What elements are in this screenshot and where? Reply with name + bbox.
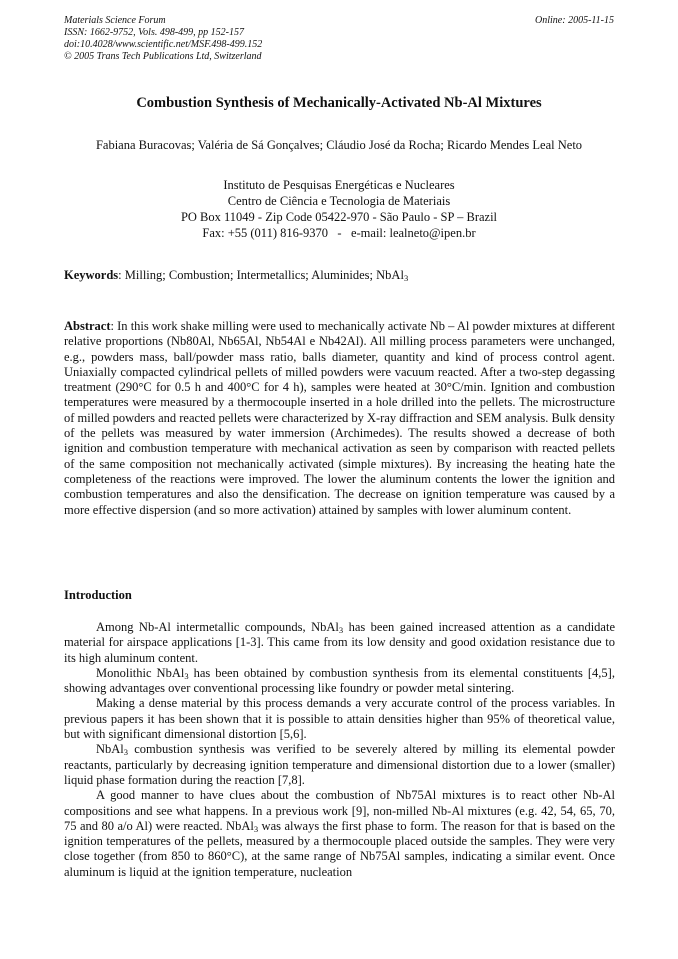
journal-name: Materials Science Forum [64, 15, 166, 26]
affiliation-line: Centro de Ciência e Tecnologia de Materiais [227, 194, 451, 208]
paragraph [64, 788, 615, 880]
abstract-label: Abstract [64, 319, 111, 333]
abstract-text: : In this work shake milling were used to mechanically activate Nb – Al powder mixtures at different relative proportions (Nb80Al, Nb65Al, Nb54Al e Nb42Al). All milling process parameters were unchanged, e.g., powders mass, ball/powder mass ratio, balls diameter, quantity and kind of process control agent. Uniaxially compacted cylindrical pellets of milled powders were vacuum reacted. After a two-step degassing treatment (290°C for 0.5 h and 400°C for 4 h), samples were heated at 30°C/min. Ignition and combustion temperatures were measured by a thermocouple inserted in a hole drilled into the pellets. The microstructure of milled powders and reacted pellets were characterized by X-ray diffraction and SEM analysis. Bulk density of the pellets was measured by water immersion (Archimedes). The results showed a decrease of both ignition and combustion temperature with mechanical activation as seen by comparison with reacted pellets of the same composition not mechanically activated (simple mixtures). By increasing the heating hate the completeness of the reactions were improved. The lower the aluminum contents the lower the ignition and combustion temperatures and also the densification. The decrease on ignition temperature was caused by a more effective dispersion (and so more activation) attained by samples with lower aluminum content. [64, 319, 615, 517]
subscript: 3 [123, 747, 129, 758]
introduction-body [64, 620, 615, 880]
affiliation-line: PO Box 11049 - Zip Code 05422-970 - São Paulo - SP – Brazil [180, 210, 498, 224]
subscript: 3 [253, 823, 259, 834]
paragraph [64, 742, 615, 788]
keywords-subscript: 3 [403, 273, 409, 283]
online-date: Online: 2005-11-15 [535, 15, 614, 26]
abstract-paragraph [64, 319, 615, 518]
text-run: was always the first phase to form. The reason for that is based on the ignition temperatures of the pellets, measured by a thermocouple placed outside the samples. They were very close together (from 850 to 860°C), at the same range of Nb75Al samples, indicating a similar event. Once aluminum is liquid at the ignition temperature, nucleation [64, 818, 615, 879]
keywords-text: : Milling; Combustion; Intermetallics; Aluminides; NbAl [118, 268, 404, 282]
subscript: 3 [338, 625, 344, 635]
affiliation-line: Instituto de Pesquisas Energéticas e Nucleares [223, 178, 455, 192]
text-run: Among Nb-Al intermetallic compounds, NbAl [96, 620, 339, 634]
text-run: combustion synthesis was verified to be severely altered by milling its elemental powder reactants, particularly by decreasing ignition temperature and dimensional distortion due to a lower (smaller) liquid phase formation during the reaction [7,8]. [64, 742, 615, 787]
issn-line: ISSN: 1662-9752, Vols. 498-499, pp 152-157 [64, 27, 244, 38]
keywords-label: Keywords [64, 268, 119, 282]
paper-title: Combustion Synthesis of Mechanically-Activated Nb-Al Mixtures [136, 95, 542, 111]
paragraph: Making a dense material by this process demands a very accurate control of the process variables. In previous papers it has been shown that it is possible to attain densities higher than 95% of theoretical value, but with significant dimensional distortion [5,6]. [64, 696, 615, 742]
text-run: has been gained increased attention as a candidate material for airspace applications [1-3]. This came from its low density and good oxidation resistance due to its high aluminum content. [64, 620, 615, 665]
affiliation-block [0, 177, 678, 241]
text-run: A good manner to have clues about the combustion of Nb75Al mixtures is to react other Nb-Al compositions and see what happens. In a previous work [9], non-milled Nb-Al mixtures (e.g. 42, 54, 65, 70, 75 and 80 a/o Al) were reacted. NbAl [64, 788, 615, 833]
doi-line: doi:10.4028/www.scientific.net/MSF.498-499.152 [64, 39, 263, 50]
journal-header [64, 15, 262, 63]
contact-line: Fax: +55 (011) 816-9370 - e-mail: lealneto@ipen.br [202, 226, 476, 240]
text-run: has been obtained by combustion synthesis from its elemental constituents [4,5], showing advantages over conventional processing like foundry or powder metal sintering. [64, 665, 615, 696]
keywords-line [64, 268, 616, 283]
paragraph [64, 666, 615, 697]
section-heading-introduction: Introduction [64, 588, 132, 602]
text-run: Monolithic NbAl [96, 665, 185, 680]
author-list: Fabiana Buracovas; Valéria de Sá Gonçalves; Cláudio José da Rocha; Ricardo Mendes Leal Neto [95, 138, 583, 152]
paragraph [64, 620, 615, 666]
copyright-line: © 2005 Trans Tech Publications Ltd, Switzerland [64, 51, 262, 62]
subscript: 3 [184, 670, 189, 681]
text-run: NbAl [96, 742, 124, 757]
